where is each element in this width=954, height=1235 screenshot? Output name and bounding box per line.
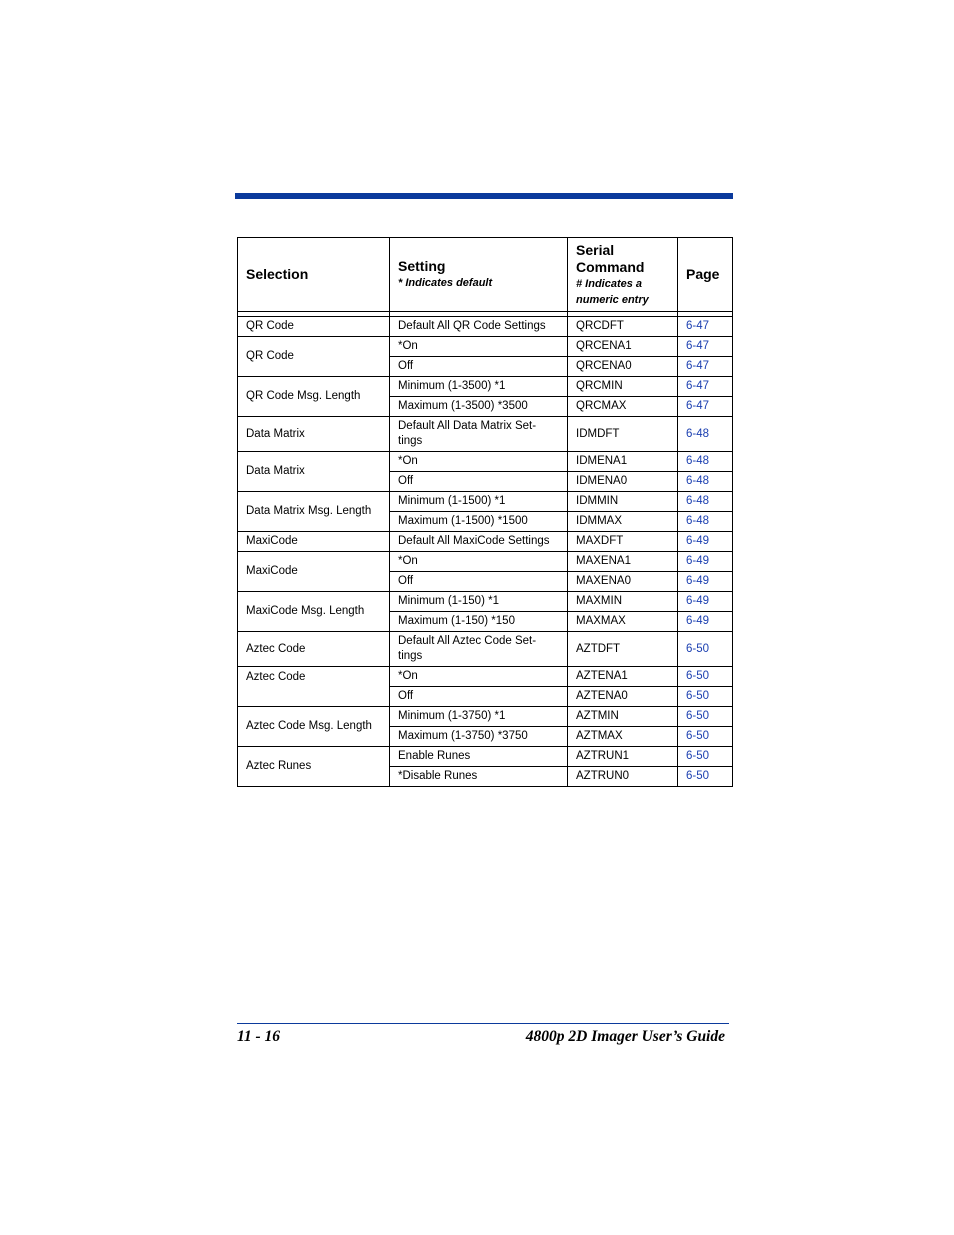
command-cell: IDMENA0 [568,472,678,492]
selection-cell: MaxiCode Msg. Length [238,592,390,632]
selection-cell: Data Matrix Msg. Length [238,492,390,532]
table-row [238,552,733,572]
command-cell: MAXMIN [568,592,678,612]
selection-cell: MaxiCode [238,532,390,552]
page-link[interactable]: 6-48 [678,512,733,532]
page-link[interactable]: 6-50 [678,767,733,787]
setting-cell: Maximum (1-150) *150 [390,612,568,632]
table-row [238,337,733,357]
page-link[interactable]: 6-47 [678,317,733,337]
table-row [238,747,733,767]
table-row [238,532,733,552]
setting-cell: Off [390,472,568,492]
footer-rule [237,1023,729,1024]
page-link[interactable]: 6-50 [678,687,733,707]
setting-cell: Maximum (1-1500) *1500 [390,512,568,532]
page-link[interactable]: 6-50 [678,632,733,667]
command-cell: MAXENA1 [568,552,678,572]
page-link[interactable]: 6-49 [678,552,733,572]
setting-cell: Minimum (1-3750) *1 [390,707,568,727]
selection-cell: Data Matrix [238,417,390,452]
setting-cell: Minimum (1-150) *1 [390,592,568,612]
page-link[interactable]: 6-49 [678,612,733,632]
table-row [238,417,733,452]
command-cell: AZTENA1 [568,667,678,687]
setting-cell: Default All QR Code Settings [390,317,568,337]
table-row [238,317,733,337]
setting-cell: Off [390,687,568,707]
page-link[interactable]: 6-50 [678,667,733,687]
header-rule [235,193,733,199]
setting-cell: *On [390,552,568,572]
selection-cell: Data Matrix [238,452,390,492]
selection-cell: QR Code [238,317,390,337]
setting-cell: Off [390,357,568,377]
page-link[interactable]: 6-48 [678,452,733,472]
page-link[interactable]: 6-50 [678,747,733,767]
selection-cell: Aztec Runes [238,747,390,787]
header-selection: Selection [238,238,390,312]
header-page: Page [678,238,733,312]
table-row [238,492,733,512]
page-link[interactable]: 6-49 [678,592,733,612]
command-cell: IDMMAX [568,512,678,532]
page-link[interactable]: 6-50 [678,727,733,747]
command-cell: AZTRUN1 [568,747,678,767]
selection-cell: QR Code Msg. Length [238,377,390,417]
command-cell: QRCMAX [568,397,678,417]
setting-cell: *On [390,337,568,357]
command-cell: AZTRUN0 [568,767,678,787]
serial-note: # Indicates a [576,277,643,290]
command-cell: AZTDFT [568,632,678,667]
header-setting: Setting * Indicates default [390,238,568,312]
selection-cell: MaxiCode [238,552,390,592]
page-link[interactable]: 6-47 [678,357,733,377]
command-cell: AZTMAX [568,727,678,747]
setting-cell: Minimum (1-3500) *1 [390,377,568,397]
setting-cell: *On [390,667,568,687]
table-row [238,707,733,727]
command-cell: IDMENA1 [568,452,678,472]
table-row [238,592,733,612]
page-link[interactable]: 6-47 [678,377,733,397]
setting-note: * Indicates default [398,277,493,289]
page-link[interactable]: 6-49 [678,572,733,592]
guide-title: 4800p 2D Imager User’s Guide [525,1028,725,1045]
setting-cell: Minimum (1-1500) *1 [390,492,568,512]
table-header-row [238,238,733,312]
page-link[interactable]: 6-47 [678,337,733,357]
selection-cell: Aztec Code [238,632,390,667]
page-link[interactable]: 6-48 [678,417,733,452]
command-cell: QRCENA0 [568,357,678,377]
command-cell: MAXDFT [568,532,678,552]
command-cell: IDMMIN [568,492,678,512]
page-number: 11 - 16 [237,1028,281,1045]
command-cell: QRCENA1 [568,337,678,357]
page-link[interactable]: 6-50 [678,707,733,727]
setting-cell: Maximum (1-3750) *3750 [390,727,568,747]
command-cell: IDMDFT [568,417,678,452]
page-link[interactable]: 6-48 [678,492,733,512]
setting-cell: Default All Data Matrix Set-tings [390,417,568,452]
command-cell: AZTMIN [568,707,678,727]
page-link[interactable]: 6-48 [678,472,733,492]
selection-cell: QR Code [238,337,390,377]
command-cell: MAXMAX [568,612,678,632]
header-serial-command: Serial Command # Indicates a numeric entry [568,238,678,312]
selection-cell: Aztec Code Msg. Length [238,707,390,747]
table-row [238,632,733,667]
command-table [237,237,733,787]
page-link[interactable]: 6-47 [678,397,733,417]
setting-cell: Maximum (1-3500) *3500 [390,397,568,417]
table-row [238,667,733,687]
command-cell: AZTENA0 [568,687,678,707]
table-row [238,452,733,472]
page-link[interactable]: 6-49 [678,532,733,552]
table-row [238,377,733,397]
setting-cell: Default All Aztec Code Set-tings [390,632,568,667]
setting-cell: Off [390,572,568,592]
selection-cell: Aztec Code [238,667,390,707]
setting-cell: *On [390,452,568,472]
command-cell: QRCMIN [568,377,678,397]
command-cell: QRCDFT [568,317,678,337]
setting-cell: *Disable Runes [390,767,568,787]
setting-cell: Enable Runes [390,747,568,767]
setting-cell: Default All MaxiCode Settings [390,532,568,552]
command-cell: MAXENA0 [568,572,678,592]
